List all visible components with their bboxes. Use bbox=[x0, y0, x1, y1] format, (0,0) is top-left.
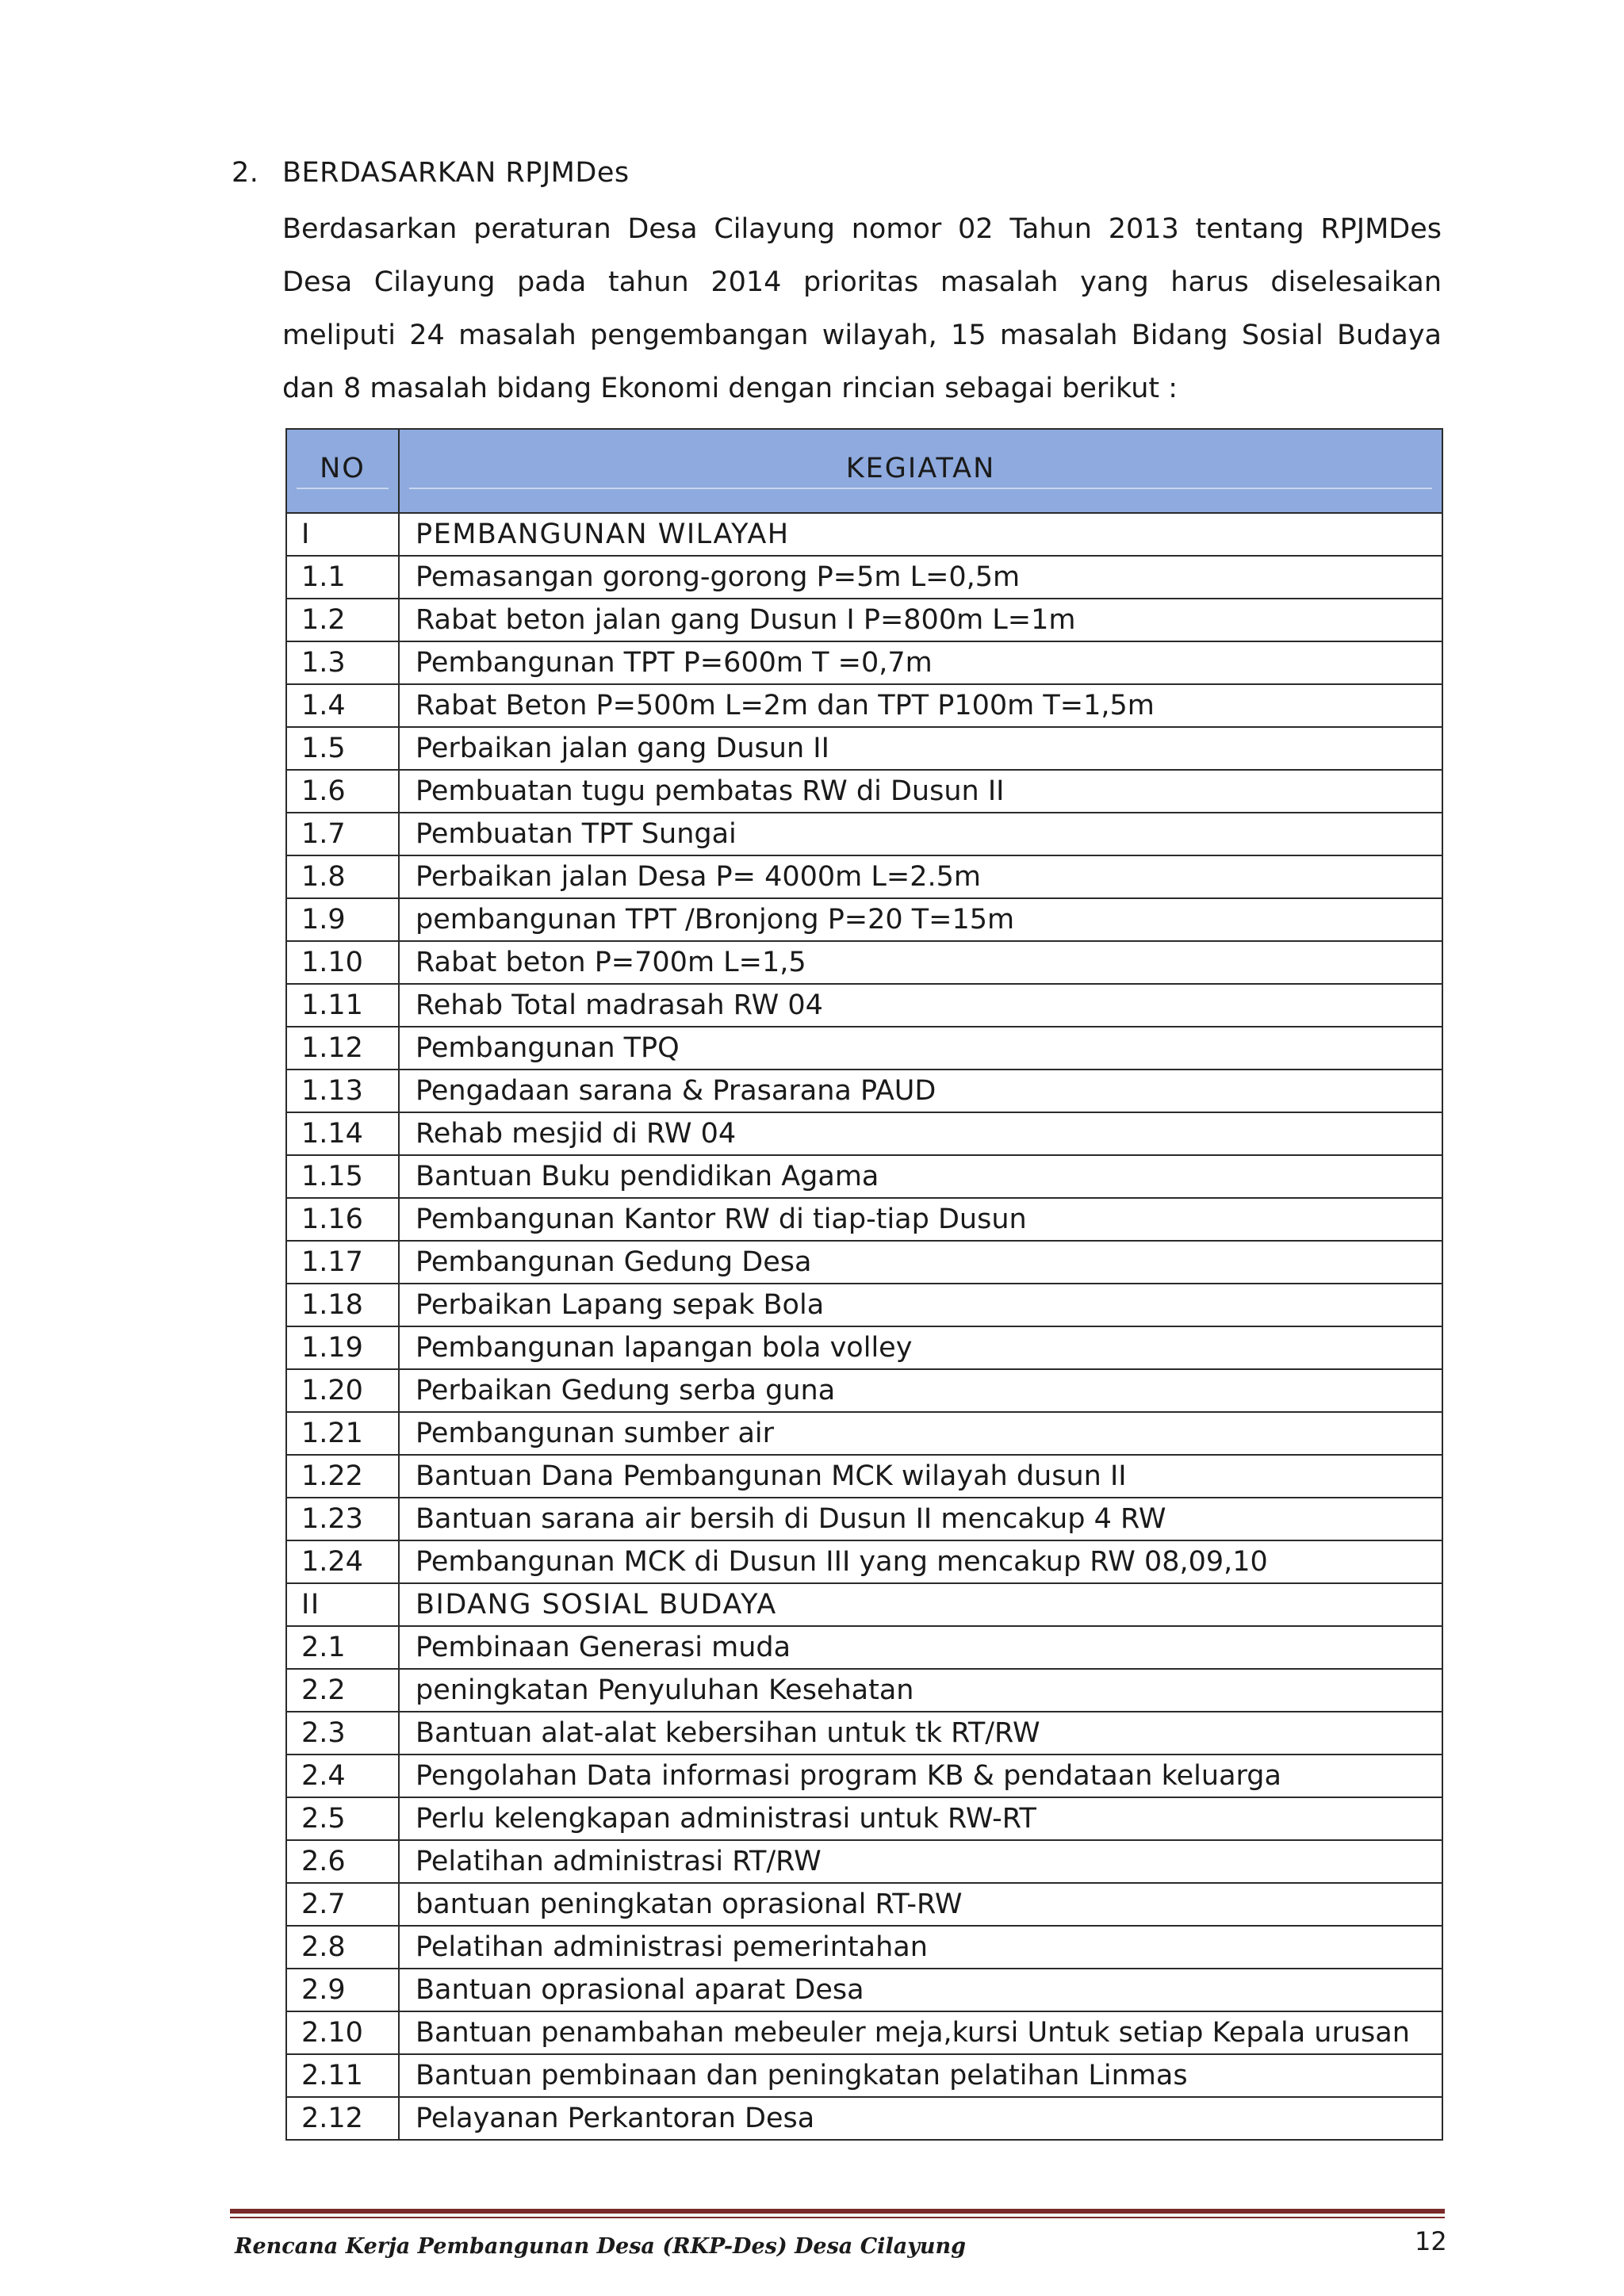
footer-rule-thick bbox=[230, 2209, 1445, 2214]
row-no: 2.5 bbox=[286, 1797, 399, 1840]
table-row bbox=[286, 1926, 1442, 1969]
row-no: 2.2 bbox=[286, 1669, 399, 1712]
row-no: 1.13 bbox=[286, 1070, 399, 1112]
row-kegiatan: Pemasangan gorong-gorong P=5m L=0,5m bbox=[399, 556, 1442, 599]
row-kegiatan: Pelayanan Perkantoran Desa bbox=[399, 2097, 1442, 2140]
table-row bbox=[286, 1840, 1442, 1883]
row-kegiatan: Rabat beton jalan gang Dusun I P=800m L=1m bbox=[399, 599, 1442, 641]
row-kegiatan: Bantuan penambahan mebeuler meja,kursi Untuk setiap Kepala urusan bbox=[399, 2011, 1442, 2054]
row-kegiatan: Pembangunan TPQ bbox=[399, 1027, 1442, 1070]
table-row bbox=[286, 941, 1442, 984]
row-no: 1.2 bbox=[286, 599, 399, 641]
table-row bbox=[286, 1755, 1442, 1797]
row-no: 1.22 bbox=[286, 1455, 399, 1498]
header-kegiatan-label: KEGIATAN bbox=[409, 453, 1432, 489]
row-no: 1.24 bbox=[286, 1540, 399, 1583]
row-no: 1.12 bbox=[286, 1027, 399, 1070]
row-no: 2.7 bbox=[286, 1883, 399, 1926]
row-no: 1.3 bbox=[286, 641, 399, 684]
row-no: 1.17 bbox=[286, 1241, 399, 1284]
page-number: 12 bbox=[1415, 2226, 1447, 2256]
row-no: 2.6 bbox=[286, 1840, 399, 1883]
row-kegiatan: PEMBANGUNAN WILAYAH bbox=[399, 513, 1442, 556]
table-row bbox=[286, 1070, 1442, 1112]
footer-title: Rencana Kerja Pembangunan Desa (RKP-Des) Desa Cilayung bbox=[235, 2234, 967, 2259]
row-kegiatan: Rabat Beton P=500m L=2m dan TPT P100m T=1,5m bbox=[399, 684, 1442, 727]
row-kegiatan: Pembuatan tugu pembatas RW di Dusun II bbox=[399, 770, 1442, 813]
row-kegiatan: Rabat beton P=700m L=1,5 bbox=[399, 941, 1442, 984]
row-no: 2.11 bbox=[286, 2054, 399, 2097]
row-kegiatan: Pembinaan Generasi muda bbox=[399, 1626, 1442, 1669]
row-kegiatan: Pelatihan administrasi RT/RW bbox=[399, 1840, 1442, 1883]
table-row bbox=[286, 1626, 1442, 1669]
table-header-row bbox=[286, 429, 1442, 513]
table-section-row bbox=[286, 1583, 1442, 1626]
table-row bbox=[286, 2097, 1442, 2140]
row-no: 1.16 bbox=[286, 1198, 399, 1241]
table-row bbox=[286, 898, 1442, 941]
table-row bbox=[286, 599, 1442, 641]
table-body bbox=[286, 513, 1442, 2140]
row-kegiatan: Bantuan oprasional aparat Desa bbox=[399, 1969, 1442, 2011]
table-row bbox=[286, 1198, 1442, 1241]
table-row bbox=[286, 556, 1442, 599]
kegiatan-table bbox=[285, 428, 1443, 2141]
intro-paragraph: Berdasarkan peraturan Desa Cilayung nomor 02 Tahun 2013 tentang RPJMDes Desa Cilayung pada tahun 2014 prioritas masalah yang harus diselesaikan meliputi 24 masalah pengembangan wilayah, 15 masalah Bidang Sosial Budaya dan 8 masalah bidang Ekonomi dengan rincian sebagai berikut : bbox=[282, 213, 1442, 404]
table-row bbox=[286, 1326, 1442, 1369]
row-kegiatan: Bantuan Dana Pembangunan MCK wilayah dusun II bbox=[399, 1455, 1442, 1498]
row-no: 2.9 bbox=[286, 1969, 399, 2011]
row-kegiatan: Pembangunan MCK di Dusun III yang mencakup RW 08,09,10 bbox=[399, 1540, 1442, 1583]
table-row bbox=[286, 1241, 1442, 1284]
row-no: 1.19 bbox=[286, 1326, 399, 1369]
row-kegiatan: bantuan peningkatan oprasional RT-RW bbox=[399, 1883, 1442, 1926]
row-no: I bbox=[286, 513, 399, 556]
row-kegiatan: Pembangunan Kantor RW di tiap-tiap Dusun bbox=[399, 1198, 1442, 1241]
row-no: 1.7 bbox=[286, 813, 399, 855]
table-row bbox=[286, 1369, 1442, 1412]
row-kegiatan: Bantuan Buku pendidikan Agama bbox=[399, 1155, 1442, 1198]
table-row bbox=[286, 2054, 1442, 2097]
row-kegiatan: Perbaikan Lapang sepak Bola bbox=[399, 1284, 1442, 1326]
table-row bbox=[286, 1112, 1442, 1155]
table-row bbox=[286, 1797, 1442, 1840]
row-no: 1.18 bbox=[286, 1284, 399, 1326]
section-title: BERDASARKAN RPJMDes bbox=[282, 157, 630, 189]
table-row bbox=[286, 813, 1442, 855]
row-kegiatan: pembangunan TPT /Bronjong P=20 T=15m bbox=[399, 898, 1442, 941]
table-row bbox=[286, 1669, 1442, 1712]
row-kegiatan: Pembangunan TPT P=600m T =0,7m bbox=[399, 641, 1442, 684]
row-no: 1.4 bbox=[286, 684, 399, 727]
table-section-row bbox=[286, 513, 1442, 556]
table-row bbox=[286, 684, 1442, 727]
row-no: 1.20 bbox=[286, 1369, 399, 1412]
row-kegiatan: Pengolahan Data informasi program KB & pendataan keluarga bbox=[399, 1755, 1442, 1797]
row-kegiatan: Pembangunan sumber air bbox=[399, 1412, 1442, 1455]
row-kegiatan: Pelatihan administrasi pemerintahan bbox=[399, 1926, 1442, 1969]
row-kegiatan: Perbaikan jalan gang Dusun II bbox=[399, 727, 1442, 770]
row-kegiatan: Rehab mesjid di RW 04 bbox=[399, 1112, 1442, 1155]
row-no: 1.11 bbox=[286, 984, 399, 1027]
header-no-label: NO bbox=[297, 453, 389, 489]
row-no: 1.8 bbox=[286, 855, 399, 898]
table-row bbox=[286, 2011, 1442, 2054]
row-no: 1.5 bbox=[286, 727, 399, 770]
table-row bbox=[286, 1712, 1442, 1755]
table-row bbox=[286, 1455, 1442, 1498]
row-kegiatan: peningkatan Penyuluhan Kesehatan bbox=[399, 1669, 1442, 1712]
footer-rule-thin bbox=[230, 2217, 1445, 2218]
section-number: 2. bbox=[232, 157, 259, 189]
row-kegiatan: Pembangunan Gedung Desa bbox=[399, 1241, 1442, 1284]
row-kegiatan: Perlu kelengkapan administrasi untuk RW-RT bbox=[399, 1797, 1442, 1840]
header-no bbox=[286, 429, 399, 513]
table-row bbox=[286, 641, 1442, 684]
row-no: 2.12 bbox=[286, 2097, 399, 2140]
table-row bbox=[286, 1883, 1442, 1926]
row-no: 2.8 bbox=[286, 1926, 399, 1969]
row-kegiatan: Rehab Total madrasah RW 04 bbox=[399, 984, 1442, 1027]
table-row bbox=[286, 1969, 1442, 2011]
table-row bbox=[286, 1540, 1442, 1583]
row-no: 1.15 bbox=[286, 1155, 399, 1198]
table-row bbox=[286, 1155, 1442, 1198]
table-row bbox=[286, 855, 1442, 898]
section-heading bbox=[232, 157, 630, 189]
row-no: 1.1 bbox=[286, 556, 399, 599]
row-no: 2.10 bbox=[286, 2011, 399, 2054]
row-kegiatan: Pengadaan sarana & Prasarana PAUD bbox=[399, 1070, 1442, 1112]
row-no: 2.4 bbox=[286, 1755, 399, 1797]
row-no: 2.3 bbox=[286, 1712, 399, 1755]
row-kegiatan: Perbaikan Gedung serba guna bbox=[399, 1369, 1442, 1412]
table-row bbox=[286, 1498, 1442, 1540]
row-no: 1.9 bbox=[286, 898, 399, 941]
row-no: II bbox=[286, 1583, 399, 1626]
row-kegiatan: BIDANG SOSIAL BUDAYA bbox=[399, 1583, 1442, 1626]
row-no: 1.23 bbox=[286, 1498, 399, 1540]
table-row bbox=[286, 984, 1442, 1027]
row-kegiatan: Bantuan sarana air bersih di Dusun II mencakup 4 RW bbox=[399, 1498, 1442, 1540]
header-kegiatan bbox=[399, 429, 1442, 513]
row-no: 1.6 bbox=[286, 770, 399, 813]
row-no: 2.1 bbox=[286, 1626, 399, 1669]
table-row bbox=[286, 1027, 1442, 1070]
row-no: 1.21 bbox=[286, 1412, 399, 1455]
row-kegiatan: Perbaikan jalan Desa P= 4000m L=2.5m bbox=[399, 855, 1442, 898]
row-kegiatan: Pembangunan lapangan bola volley bbox=[399, 1326, 1442, 1369]
row-kegiatan: Pembuatan TPT Sungai bbox=[399, 813, 1442, 855]
table-row bbox=[286, 1284, 1442, 1326]
row-no: 1.10 bbox=[286, 941, 399, 984]
table-row bbox=[286, 1412, 1442, 1455]
row-kegiatan: Bantuan pembinaan dan peningkatan pelatihan Linmas bbox=[399, 2054, 1442, 2097]
table-row bbox=[286, 770, 1442, 813]
table-row bbox=[286, 727, 1442, 770]
row-no: 1.14 bbox=[286, 1112, 399, 1155]
row-kegiatan: Bantuan alat-alat kebersihan untuk tk RT/RW bbox=[399, 1712, 1442, 1755]
